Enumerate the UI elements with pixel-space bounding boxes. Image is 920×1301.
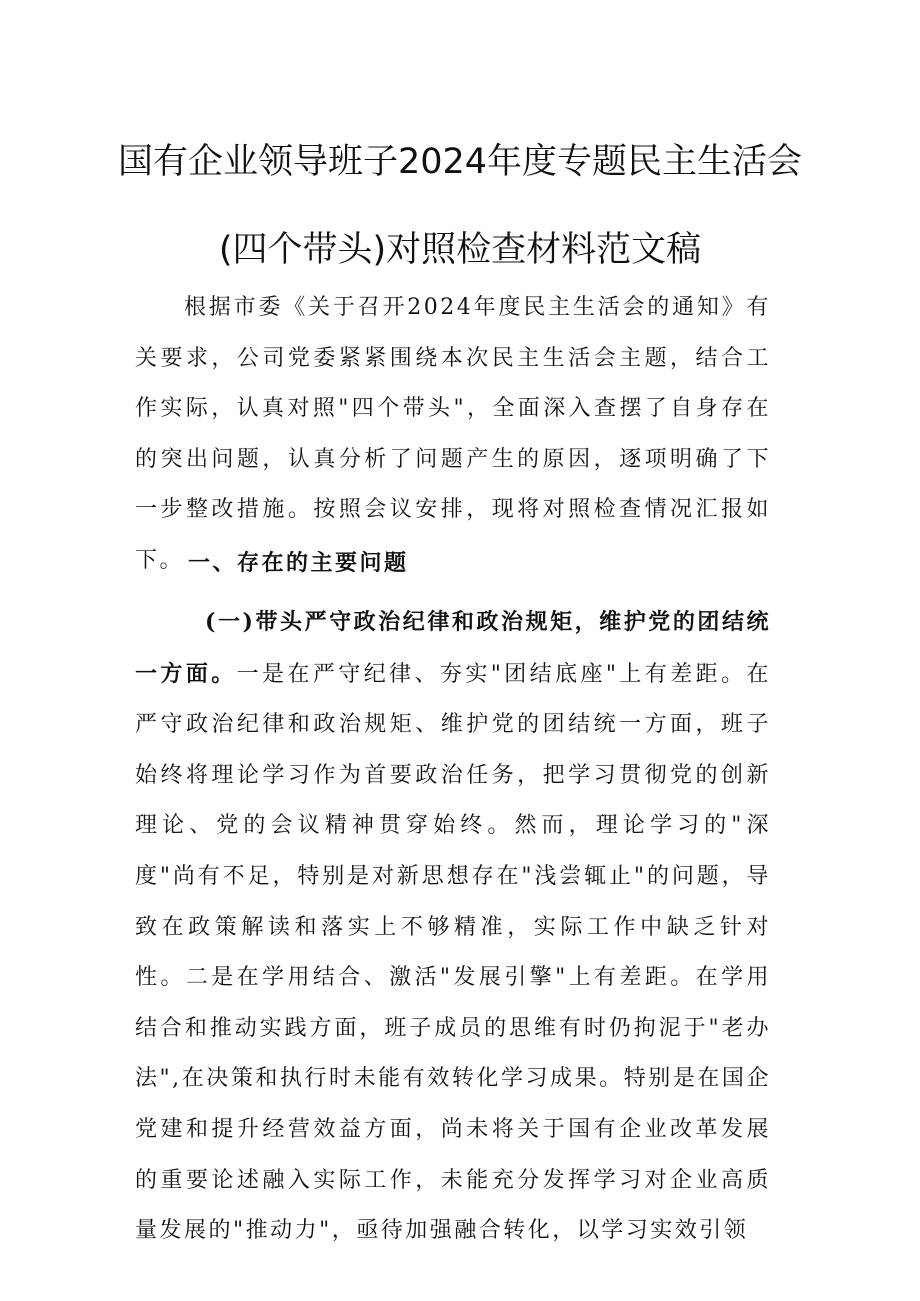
subsection-paragraph xyxy=(135,597,771,1257)
subsection-body: 一是在严守纪律、夯实"团结底座"上有差距。在严守政治纪律和政治规矩、维护党的团结统一方面，班子始终将理论学习作为首要政治任务，把学习贯彻党的创新理论、党的会议精神贯穿始终。然而，理论学习的"深度"尚有不足，特别是对新思想存在"浅尝辄止"的问题，导致在政策解读和落实上不够精准，实际工作中缺乏针对性。二是在学用结合、激活"发展引擎"上有差距。在学用结合和推动实践方面，班子成员的思维有时仍拘泥于"老办法",在决策和执行时未能有效转化学习成果。特别是在国企党建和提升经营效益方面，尚未将关于国有企业改革发展的重要论述融入实际工作，未能充分发挥学习对企业高质量发展的"推动力"，亟待加强融合转化，以学习实效引领 xyxy=(135,661,771,1244)
intro-paragraph: 根据市委《关于召开2024年度民主生活会的通知》有关要求，公司党委紧紧围绕本次民主生活会主题，结合工作实际，认真对照"四个带头"，全面深入查摆了自身存在的突出问题，认真分析了问题产生的原因，逐项明确了下一步整改措施。按照会议安排，现将对照检查情况汇报如下。 xyxy=(135,295,771,573)
document-title-line-2: (四个带头)对照检查材料范文稿 xyxy=(218,230,702,270)
document-title-line-1: 国有企业领导班子2024年度专题民主生活会 xyxy=(117,142,803,182)
subsection-heading: (一)带头严守政治纪律和政治规矩，维护党的团结统一方面。 xyxy=(135,609,771,687)
section-heading: 一、存在的主要问题 xyxy=(188,550,409,576)
